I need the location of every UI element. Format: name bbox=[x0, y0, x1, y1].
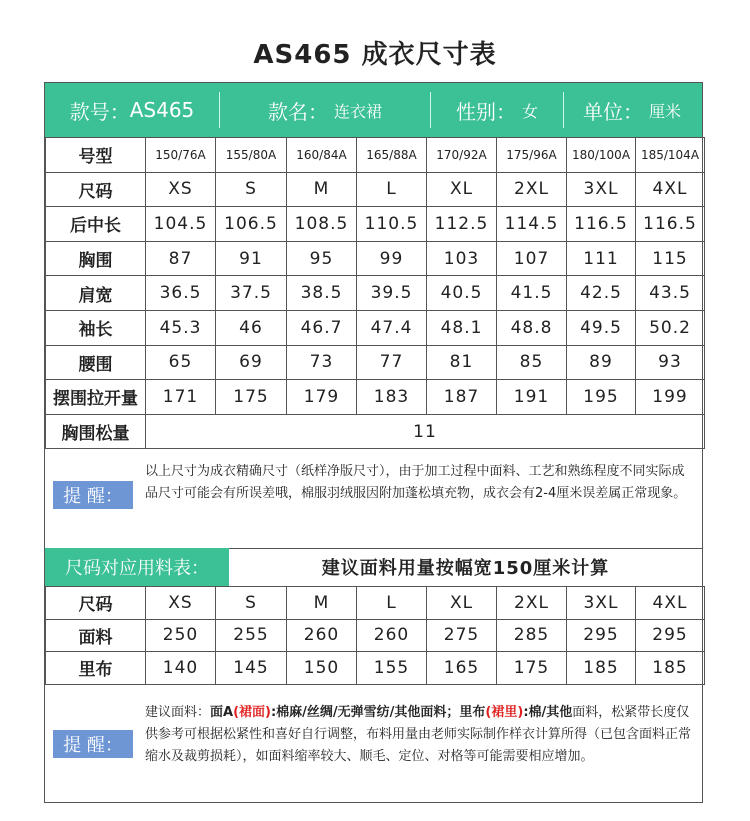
fabric-table bbox=[45, 586, 705, 685]
table-row bbox=[46, 241, 705, 276]
table-cell: 73 bbox=[287, 345, 357, 380]
gender-cell bbox=[431, 83, 563, 137]
unit-label: 单位： bbox=[582, 99, 643, 124]
table-cell: 185 bbox=[636, 652, 705, 685]
table-cell: 116.5 bbox=[636, 207, 705, 242]
row-label: 胸围 bbox=[46, 241, 146, 276]
tip-box-1 bbox=[45, 441, 702, 549]
table-cell: 2XL bbox=[497, 587, 567, 620]
table-cell: 47.4 bbox=[357, 310, 427, 345]
gender-value: 女 bbox=[521, 101, 538, 121]
style-number-cell bbox=[45, 83, 219, 137]
table-cell: 4XL bbox=[636, 587, 705, 620]
table-cell: 165 bbox=[427, 652, 497, 685]
row-label: 袖长 bbox=[46, 310, 146, 345]
table-row bbox=[46, 652, 705, 685]
table-cell: 255 bbox=[216, 619, 287, 652]
row-label: 号型 bbox=[46, 138, 146, 173]
table-cell: 111 bbox=[567, 241, 636, 276]
table-cell: 46.7 bbox=[287, 310, 357, 345]
table-cell: 112.5 bbox=[427, 207, 497, 242]
tip-text bbox=[145, 702, 693, 768]
table-cell: 42.5 bbox=[567, 276, 636, 311]
table-cell: 115 bbox=[636, 241, 705, 276]
table-cell: 85 bbox=[497, 345, 567, 380]
tip-badge: 提 醒： bbox=[53, 730, 133, 758]
table-row bbox=[46, 619, 705, 652]
tip-text-highlight: (裙里) bbox=[485, 705, 524, 720]
table-cell: 108.5 bbox=[287, 207, 357, 242]
fabric-usage-headline: 建议面料用量按幅宽150厘米计算 bbox=[321, 558, 610, 579]
row-label: 尺码 bbox=[46, 172, 146, 207]
row-label: 肩宽 bbox=[46, 276, 146, 311]
table-cell: XL bbox=[427, 587, 497, 620]
tip-badge: 提 醒： bbox=[53, 481, 133, 509]
page-title: AS465 成衣尺寸表 bbox=[253, 40, 497, 70]
table-cell: 87 bbox=[146, 241, 216, 276]
table-cell: 185 bbox=[567, 652, 636, 685]
table-cell: 103 bbox=[427, 241, 497, 276]
table-cell: L bbox=[357, 172, 427, 207]
table-cell: 104.5 bbox=[146, 207, 216, 242]
row-label: 里布 bbox=[46, 652, 146, 685]
table-cell: 175 bbox=[216, 380, 287, 415]
product-header-bar bbox=[45, 83, 702, 137]
table-cell: 175/96A bbox=[497, 138, 567, 173]
size-chart-sheet bbox=[44, 82, 703, 803]
size-table bbox=[45, 137, 705, 449]
table-cell: M bbox=[287, 587, 357, 620]
table-cell: 180/100A bbox=[567, 138, 636, 173]
table-cell: 77 bbox=[357, 345, 427, 380]
table-row bbox=[46, 138, 705, 173]
table-cell: 160/84A bbox=[287, 138, 357, 173]
table-row bbox=[46, 207, 705, 242]
table-cell: 38.5 bbox=[287, 276, 357, 311]
table-cell: 39.5 bbox=[357, 276, 427, 311]
table-cell: 37.5 bbox=[216, 276, 287, 311]
table-cell: M bbox=[287, 172, 357, 207]
table-row bbox=[46, 587, 705, 620]
table-cell: 179 bbox=[287, 380, 357, 415]
style-number-value: AS465 bbox=[129, 98, 195, 122]
table-cell: XS bbox=[146, 172, 216, 207]
table-cell: 155/80A bbox=[216, 138, 287, 173]
tip-text: 以上尺寸为成衣精确尺寸（纸样净版尺寸），由于加工过程中面料、工艺和熟练程度不同实际成品尺寸可能会有所误差哦，棉服羽绒服因附加蓬松填充物，成衣会有2-4厘米误差属正常现象。 bbox=[145, 464, 687, 501]
table-cell: 145 bbox=[216, 652, 287, 685]
row-label: 后中长 bbox=[46, 207, 146, 242]
table-cell: 260 bbox=[287, 619, 357, 652]
table-cell: 150 bbox=[287, 652, 357, 685]
table-cell: 295 bbox=[567, 619, 636, 652]
table-cell: 110.5 bbox=[357, 207, 427, 242]
table-cell: 150/76A bbox=[146, 138, 216, 173]
table-cell: 275 bbox=[427, 619, 497, 652]
table-cell: 3XL bbox=[567, 587, 636, 620]
unit-value: 厘米 bbox=[648, 101, 681, 121]
table-cell: 155 bbox=[357, 652, 427, 685]
table-cell: 46 bbox=[216, 310, 287, 345]
table-cell: 250 bbox=[146, 619, 216, 652]
tip-text-part: 面A bbox=[210, 705, 234, 720]
table-cell: 95 bbox=[287, 241, 357, 276]
table-cell: 295 bbox=[636, 619, 705, 652]
table-cell: 48.8 bbox=[497, 310, 567, 345]
ease-label: 胸围松量 bbox=[46, 414, 146, 449]
tip-text-highlight: (裙面) bbox=[233, 705, 271, 720]
table-row bbox=[46, 172, 705, 207]
table-cell: 41.5 bbox=[497, 276, 567, 311]
table-cell: 185/104A bbox=[636, 138, 705, 173]
row-label: 面料 bbox=[46, 619, 146, 652]
table-cell: 175 bbox=[497, 652, 567, 685]
table-cell: 114.5 bbox=[497, 207, 567, 242]
table-cell: 81 bbox=[427, 345, 497, 380]
tip-text-part: 面料，松紧带长度仅供参考可根据松紧性和喜好自行调整，布料用量由老师实际制作样衣计算所得（已包含面料正常缩水及裁剪损耗），如面料缩率较大、顺毛、定位、对格等可能需要相应增加。 bbox=[145, 705, 692, 764]
table-cell: XS bbox=[146, 587, 216, 620]
table-cell: 69 bbox=[216, 345, 287, 380]
table-cell: 36.5 bbox=[146, 276, 216, 311]
tip-text-part: :棉/其他 bbox=[523, 705, 573, 720]
table-cell: 2XL bbox=[497, 172, 567, 207]
table-cell: 93 bbox=[636, 345, 705, 380]
table-row bbox=[46, 380, 705, 415]
table-cell: 106.5 bbox=[216, 207, 287, 242]
table-row bbox=[46, 276, 705, 311]
gender-label: 性别： bbox=[455, 99, 516, 124]
ease-value: 11 bbox=[146, 414, 705, 449]
table-cell: 170/92A bbox=[427, 138, 497, 173]
table-cell: 260 bbox=[357, 619, 427, 652]
fabric-usage-heading bbox=[45, 548, 702, 586]
table-cell: 4XL bbox=[636, 172, 705, 207]
style-name-cell bbox=[220, 83, 430, 137]
table-cell: 45.3 bbox=[146, 310, 216, 345]
table-cell: S bbox=[216, 172, 287, 207]
table-cell: 43.5 bbox=[636, 276, 705, 311]
table-cell: 40.5 bbox=[427, 276, 497, 311]
style-number-label: 款号： bbox=[69, 99, 130, 124]
fabric-usage-label: 尺码对应用料表： bbox=[45, 548, 229, 586]
table-cell: 183 bbox=[357, 380, 427, 415]
row-label: 尺码 bbox=[46, 587, 146, 620]
table-row bbox=[46, 345, 705, 380]
style-name-label: 款名： bbox=[267, 99, 328, 124]
table-cell: 199 bbox=[636, 380, 705, 415]
table-cell: 195 bbox=[567, 380, 636, 415]
unit-cell bbox=[564, 83, 700, 137]
style-name-value: 连衣裙 bbox=[333, 101, 382, 121]
table-cell: XL bbox=[427, 172, 497, 207]
table-cell: 107 bbox=[497, 241, 567, 276]
row-label: 腰围 bbox=[46, 345, 146, 380]
table-cell: 89 bbox=[567, 345, 636, 380]
table-cell: 116.5 bbox=[567, 207, 636, 242]
table-cell: 91 bbox=[216, 241, 287, 276]
table-cell: S bbox=[216, 587, 287, 620]
table-cell: 65 bbox=[146, 345, 216, 380]
tip-text-part: :棉麻/丝绸/无弹雪纺/其他面料；里布 bbox=[270, 705, 486, 720]
table-cell: 191 bbox=[497, 380, 567, 415]
tip-box-2 bbox=[45, 681, 702, 803]
table-cell: 49.5 bbox=[567, 310, 636, 345]
table-cell: 187 bbox=[427, 380, 497, 415]
table-cell: 171 bbox=[146, 380, 216, 415]
table-cell: 165/88A bbox=[357, 138, 427, 173]
table-row bbox=[46, 310, 705, 345]
table-cell: L bbox=[357, 587, 427, 620]
table-cell: 140 bbox=[146, 652, 216, 685]
row-label: 摆围拉开量 bbox=[46, 380, 146, 415]
table-cell: 48.1 bbox=[427, 310, 497, 345]
table-cell: 99 bbox=[357, 241, 427, 276]
table-cell: 3XL bbox=[567, 172, 636, 207]
table-cell: 50.2 bbox=[636, 310, 705, 345]
tip-text-part: 建议面料： bbox=[145, 705, 211, 720]
table-cell: 285 bbox=[497, 619, 567, 652]
